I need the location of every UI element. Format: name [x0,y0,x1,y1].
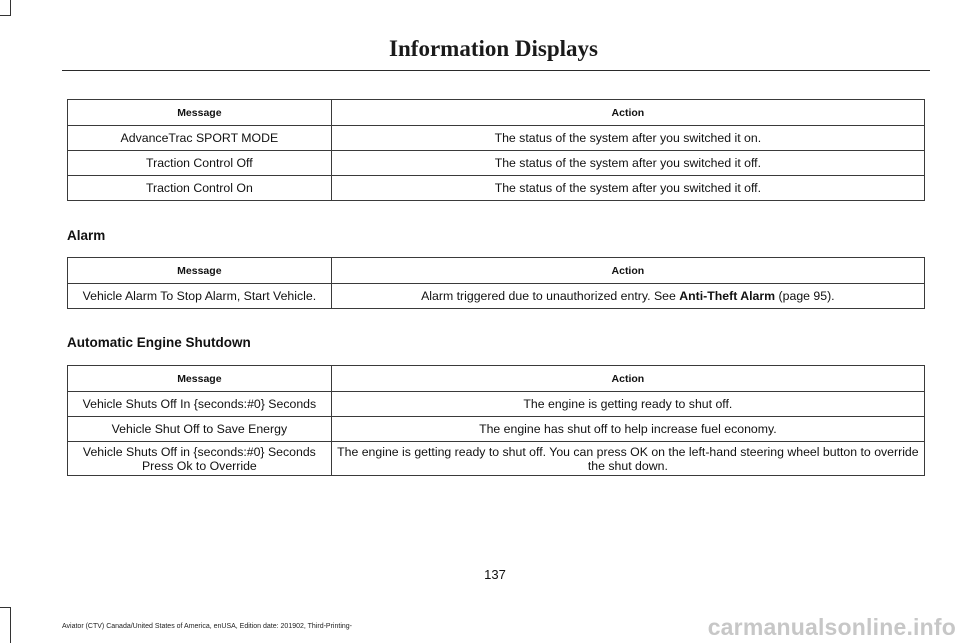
crop-mark-bottom-left [0,607,11,643]
page-number: 137 [484,567,506,582]
title-rule [62,70,930,71]
edition-footer: Aviator (CTV) Canada/United States of America, enUSA, Edition date: 201902, Third-Printing- [62,623,353,630]
column-header-message: Message [68,258,332,284]
cross-reference-link[interactable]: Anti-Theft Alarm [679,289,776,303]
action-cell: The status of the system after you switched it on. [331,126,924,151]
table-header-row [68,258,925,284]
page-reference: (page 95). [775,289,835,303]
message-cell: Vehicle Shut Off to Save Energy [68,417,332,442]
table-row [68,176,925,201]
table-row [68,126,925,151]
section-heading-engine-shutdown: Automatic Engine Shutdown [67,335,251,350]
table-header-row [68,366,925,392]
crop-mark-top-left [0,0,11,16]
action-cell: The engine is getting ready to shut off. [331,392,924,417]
table-row [68,284,925,309]
column-header-action: Action [331,100,924,126]
column-header-action: Action [331,258,924,284]
action-cell: The status of the system after you switched it off. [331,176,924,201]
alarm-messages-table [67,257,925,309]
table-row [68,392,925,417]
table-row [68,417,925,442]
watermark: carmanualsonline.info [707,614,956,640]
message-cell: Traction Control On [68,176,332,201]
message-cell: Vehicle Alarm To Stop Alarm, Start Vehicle. [68,284,332,309]
table-row [68,151,925,176]
table-row [68,442,925,476]
column-header-message: Message [68,366,332,392]
column-header-message: Message [68,100,332,126]
message-cell: AdvanceTrac SPORT MODE [68,126,332,151]
action-text: Alarm triggered due to unauthorized entry. See [421,289,680,303]
message-cell: Traction Control Off [68,151,332,176]
table-header-row [68,100,925,126]
column-header-action: Action [331,366,924,392]
action-cell: The status of the system after you switched it off. [331,151,924,176]
action-cell: The engine has shut off to help increase fuel economy. [331,417,924,442]
action-cell [331,284,924,309]
section-heading-alarm: Alarm [67,228,106,243]
message-cell: Vehicle Shuts Off in {seconds:#0} Seconds Press Ok to Override [68,442,332,476]
action-cell: The engine is getting ready to shut off. You can press OK on the left-hand steering wheel button to override the shut down. [331,442,924,476]
page-title: Information Displays [389,36,598,61]
message-cell: Vehicle Shuts Off In {seconds:#0} Seconds [68,392,332,417]
traction-messages-table [67,99,925,201]
shutdown-messages-table [67,365,925,476]
